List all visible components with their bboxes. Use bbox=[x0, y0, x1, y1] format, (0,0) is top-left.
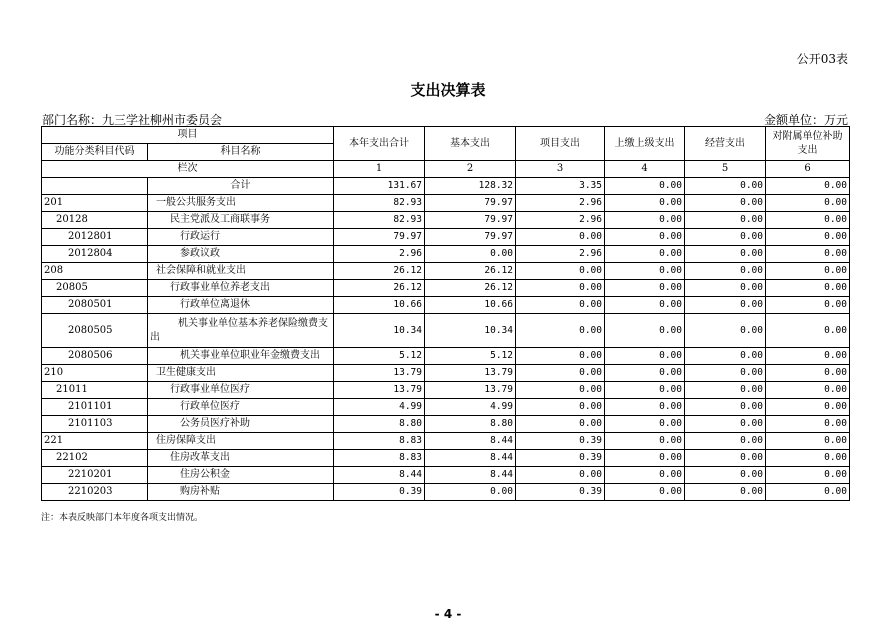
amount-cell: 0.00 bbox=[605, 314, 685, 348]
subject-name-cell: 机关事业单位职业年金缴费支出 bbox=[148, 348, 334, 365]
amount-cell: 0.00 bbox=[516, 229, 605, 246]
amount-cell: 0.00 bbox=[685, 365, 766, 382]
amount-cell: 0.00 bbox=[516, 314, 605, 348]
amount-cell: 8.80 bbox=[334, 416, 425, 433]
amount-cell: 0.00 bbox=[685, 178, 766, 195]
func-code-cell: 2080501 bbox=[42, 297, 148, 314]
amount-cell: 3.35 bbox=[516, 178, 605, 195]
header-basic: 基本支出 bbox=[425, 127, 516, 161]
amount-cell: 0.39 bbox=[334, 484, 425, 501]
amount-cell: 0.00 bbox=[685, 297, 766, 314]
amount-cell: 0.00 bbox=[685, 280, 766, 297]
amount-cell: 13.79 bbox=[334, 365, 425, 382]
footnote: 注：本表反映部门本年度各项支出情况。 bbox=[41, 513, 204, 523]
func-code-cell: 208 bbox=[42, 263, 148, 280]
amount-cell: 8.83 bbox=[334, 433, 425, 450]
func-code-cell: 20128 bbox=[42, 212, 148, 229]
amount-cell: 0.00 bbox=[685, 416, 766, 433]
amount-cell: 128.32 bbox=[425, 178, 516, 195]
func-code-cell: 20805 bbox=[42, 280, 148, 297]
amount-cell: 0.00 bbox=[605, 450, 685, 467]
amount-cell: 2.96 bbox=[516, 195, 605, 212]
amount-cell: 0.00 bbox=[685, 229, 766, 246]
amount-cell: 13.79 bbox=[334, 382, 425, 399]
amount-cell: 79.97 bbox=[425, 195, 516, 212]
amount-cell: 0.00 bbox=[685, 314, 766, 348]
amount-cell: 0.00 bbox=[605, 399, 685, 416]
table-row bbox=[42, 297, 850, 314]
amount-cell: 26.12 bbox=[425, 280, 516, 297]
amount-cell: 0.00 bbox=[605, 484, 685, 501]
subject-name-cell: 公务员医疗补助 bbox=[148, 416, 334, 433]
subject-name-cell: 住房改革支出 bbox=[148, 450, 334, 467]
header-project: 项目支出 bbox=[516, 127, 605, 161]
amount-cell: 0.00 bbox=[685, 484, 766, 501]
amount-cell: 0.00 bbox=[766, 314, 850, 348]
header-row-label: 栏次 bbox=[42, 161, 334, 178]
amount-cell: 0.00 bbox=[685, 212, 766, 229]
table-row bbox=[42, 484, 850, 501]
amount-cell: 0.00 bbox=[605, 195, 685, 212]
func-code-cell: 22102 bbox=[42, 450, 148, 467]
amount-cell: 0.00 bbox=[685, 467, 766, 484]
amount-cell: 0.00 bbox=[605, 467, 685, 484]
amount-cell: 0.00 bbox=[605, 433, 685, 450]
amount-unit: 金额单位：万元 bbox=[763, 113, 848, 127]
amount-cell: 0.00 bbox=[516, 416, 605, 433]
amount-cell: 26.12 bbox=[425, 263, 516, 280]
amount-cell: 0.00 bbox=[766, 195, 850, 212]
subject-name-cell: 合计 bbox=[148, 178, 334, 195]
amount-cell: 0.00 bbox=[516, 263, 605, 280]
func-code-cell: 210 bbox=[42, 365, 148, 382]
amount-cell: 0.00 bbox=[605, 382, 685, 399]
amount-cell: 0.00 bbox=[685, 382, 766, 399]
amount-cell: 0.00 bbox=[516, 348, 605, 365]
amount-cell: 0.00 bbox=[766, 382, 850, 399]
amount-cell: 0.00 bbox=[605, 263, 685, 280]
table-row bbox=[42, 314, 850, 348]
amount-cell: 0.00 bbox=[685, 195, 766, 212]
amount-cell: 0.00 bbox=[605, 178, 685, 195]
amount-cell: 4.99 bbox=[334, 399, 425, 416]
func-code-cell: 21011 bbox=[42, 382, 148, 399]
amount-cell: 0.39 bbox=[516, 484, 605, 501]
amount-cell: 0.00 bbox=[685, 263, 766, 280]
amount-cell: 0.39 bbox=[516, 433, 605, 450]
table-row bbox=[42, 433, 850, 450]
header-col-number: 4 bbox=[605, 161, 685, 178]
amount-cell: 0.00 bbox=[766, 280, 850, 297]
func-code-cell: 2012804 bbox=[42, 246, 148, 263]
amount-cell: 131.67 bbox=[334, 178, 425, 195]
table-row bbox=[42, 229, 850, 246]
amount-cell: 8.44 bbox=[425, 467, 516, 484]
header-subsidy: 对附属单位补助支出 bbox=[766, 127, 850, 161]
page-title: 支出决算表 bbox=[410, 81, 486, 99]
subject-name-cell: 民主党派及工商联事务 bbox=[148, 212, 334, 229]
amount-cell: 0.00 bbox=[425, 246, 516, 263]
table-row bbox=[42, 382, 850, 399]
table-row bbox=[42, 416, 850, 433]
func-code-cell: 2101103 bbox=[42, 416, 148, 433]
amount-cell: 0.00 bbox=[685, 433, 766, 450]
amount-cell: 0.00 bbox=[766, 348, 850, 365]
subject-name-cell: 社会保障和就业支出 bbox=[148, 263, 334, 280]
amount-cell: 0.00 bbox=[685, 348, 766, 365]
amount-cell: 0.00 bbox=[766, 416, 850, 433]
amount-cell: 13.79 bbox=[425, 365, 516, 382]
amount-cell: 8.83 bbox=[334, 450, 425, 467]
amount-cell: 0.00 bbox=[685, 399, 766, 416]
subject-name-cell: 机关事业单位基本养老保险缴费支出 bbox=[148, 314, 334, 348]
amount-cell: 0.00 bbox=[766, 484, 850, 501]
header-business: 经营支出 bbox=[685, 127, 766, 161]
amount-cell: 0.00 bbox=[766, 212, 850, 229]
amount-cell: 0.00 bbox=[605, 280, 685, 297]
amount-cell: 26.12 bbox=[334, 263, 425, 280]
header-col-number: 1 bbox=[334, 161, 425, 178]
amount-cell: 82.93 bbox=[334, 212, 425, 229]
amount-cell: 0.00 bbox=[685, 450, 766, 467]
amount-cell: 2.96 bbox=[516, 212, 605, 229]
amount-cell: 0.00 bbox=[516, 365, 605, 382]
amount-cell: 0.00 bbox=[516, 382, 605, 399]
subject-name-cell: 住房保障支出 bbox=[148, 433, 334, 450]
subject-name-cell: 一般公共服务支出 bbox=[148, 195, 334, 212]
amount-cell: 0.00 bbox=[605, 229, 685, 246]
func-code-cell bbox=[42, 178, 148, 195]
amount-cell: 10.34 bbox=[425, 314, 516, 348]
func-code-cell: 2101101 bbox=[42, 399, 148, 416]
amount-cell: 0.00 bbox=[766, 246, 850, 263]
table-row bbox=[42, 178, 850, 195]
amount-cell: 0.00 bbox=[766, 263, 850, 280]
amount-cell: 79.97 bbox=[425, 212, 516, 229]
amount-cell: 5.12 bbox=[334, 348, 425, 365]
amount-cell: 0.00 bbox=[766, 297, 850, 314]
amount-cell: 13.79 bbox=[425, 382, 516, 399]
amount-cell: 0.00 bbox=[766, 365, 850, 382]
func-code-cell: 201 bbox=[42, 195, 148, 212]
amount-cell: 10.66 bbox=[425, 297, 516, 314]
subject-name-cell: 行政事业单位医疗 bbox=[148, 382, 334, 399]
amount-cell: 0.00 bbox=[766, 178, 850, 195]
amount-cell: 0.00 bbox=[605, 348, 685, 365]
amount-cell: 0.00 bbox=[605, 246, 685, 263]
amount-cell: 0.00 bbox=[516, 467, 605, 484]
amount-cell: 10.34 bbox=[334, 314, 425, 348]
header-subject-name: 科目名称 bbox=[148, 144, 334, 161]
amount-cell: 0.00 bbox=[516, 297, 605, 314]
subject-name-cell: 行政运行 bbox=[148, 229, 334, 246]
amount-cell: 8.80 bbox=[425, 416, 516, 433]
amount-cell: 0.00 bbox=[425, 484, 516, 501]
amount-cell: 0.00 bbox=[685, 246, 766, 263]
header-col-number: 6 bbox=[766, 161, 850, 178]
table-row bbox=[42, 348, 850, 365]
table-row bbox=[42, 263, 850, 280]
table-row bbox=[42, 212, 850, 229]
header-item: 项目 bbox=[42, 127, 334, 144]
amount-cell: 0.00 bbox=[766, 433, 850, 450]
amount-cell: 0.00 bbox=[516, 399, 605, 416]
header-func-code: 功能分类科目代码 bbox=[42, 144, 148, 161]
subject-name-cell: 住房公积金 bbox=[148, 467, 334, 484]
amount-cell: 0.00 bbox=[605, 212, 685, 229]
expenditure-table bbox=[41, 126, 850, 501]
table-row bbox=[42, 246, 850, 263]
amount-cell: 8.44 bbox=[425, 450, 516, 467]
subject-name-cell: 购房补贴 bbox=[148, 484, 334, 501]
amount-cell: 79.97 bbox=[425, 229, 516, 246]
amount-cell: 0.00 bbox=[605, 416, 685, 433]
subject-name-cell: 行政单位离退休 bbox=[148, 297, 334, 314]
amount-cell: 0.39 bbox=[516, 450, 605, 467]
amount-cell: 26.12 bbox=[334, 280, 425, 297]
amount-cell: 0.00 bbox=[766, 229, 850, 246]
amount-cell: 4.99 bbox=[425, 399, 516, 416]
func-code-cell: 2080505 bbox=[42, 314, 148, 348]
amount-cell: 79.97 bbox=[334, 229, 425, 246]
func-code-cell: 2210203 bbox=[42, 484, 148, 501]
amount-cell: 0.00 bbox=[766, 450, 850, 467]
amount-cell: 10.66 bbox=[334, 297, 425, 314]
amount-cell: 0.00 bbox=[605, 297, 685, 314]
subject-name-cell: 行政单位医疗 bbox=[148, 399, 334, 416]
department-name: 部门名称：九三学社柳州市委员会 bbox=[42, 113, 223, 127]
func-code-cell: 221 bbox=[42, 433, 148, 450]
table-row bbox=[42, 399, 850, 416]
table-row bbox=[42, 365, 850, 382]
header-col-number: 5 bbox=[685, 161, 766, 178]
subject-name-cell: 卫生健康支出 bbox=[148, 365, 334, 382]
func-code-cell: 2210201 bbox=[42, 467, 148, 484]
header-col-number: 3 bbox=[516, 161, 605, 178]
amount-cell: 82.93 bbox=[334, 195, 425, 212]
table-row bbox=[42, 467, 850, 484]
subject-name-cell: 行政事业单位养老支出 bbox=[148, 280, 334, 297]
amount-cell: 0.00 bbox=[516, 280, 605, 297]
header-upper: 上缴上级支出 bbox=[605, 127, 685, 161]
func-code-cell: 2080506 bbox=[42, 348, 148, 365]
table-row bbox=[42, 280, 850, 297]
header-total: 本年支出合计 bbox=[334, 127, 425, 161]
page-number: - 4 - bbox=[434, 607, 462, 621]
table-row bbox=[42, 195, 850, 212]
amount-cell: 2.96 bbox=[334, 246, 425, 263]
amount-cell: 5.12 bbox=[425, 348, 516, 365]
amount-cell: 0.00 bbox=[766, 467, 850, 484]
amount-cell: 8.44 bbox=[334, 467, 425, 484]
header-col-number: 2 bbox=[425, 161, 516, 178]
subject-name-cell: 参政议政 bbox=[148, 246, 334, 263]
form-number: 公开03表 bbox=[796, 52, 848, 66]
func-code-cell: 2012801 bbox=[42, 229, 148, 246]
amount-cell: 0.00 bbox=[605, 365, 685, 382]
amount-cell: 0.00 bbox=[766, 399, 850, 416]
table-row bbox=[42, 450, 850, 467]
amount-cell: 2.96 bbox=[516, 246, 605, 263]
amount-cell: 8.44 bbox=[425, 433, 516, 450]
